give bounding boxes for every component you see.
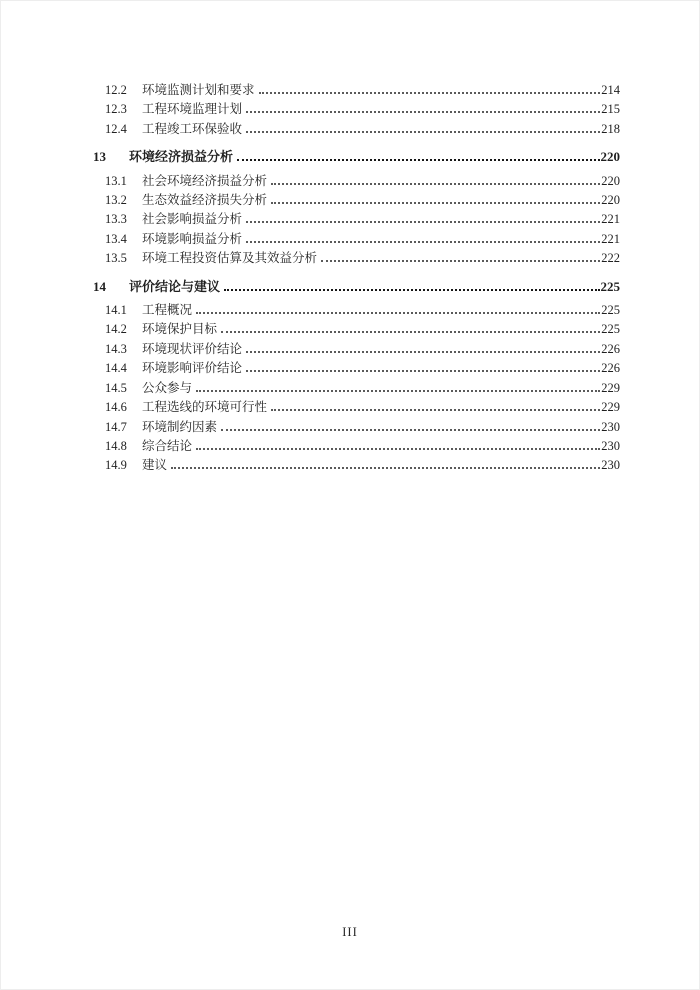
toc-entry-number: 13	[93, 149, 106, 165]
toc-entry-number: 14.1	[105, 303, 127, 318]
toc-entry[interactable]	[93, 456, 620, 475]
toc-entry-title: 工程环境监理计划	[142, 102, 243, 117]
toc-entry-title: 公众参与	[142, 380, 193, 395]
toc-entry-page: 230	[601, 438, 620, 453]
dot-leader	[246, 240, 600, 243]
toc-entry-title: 生态效益经济损失分析	[142, 193, 268, 208]
toc-entry[interactable]	[93, 230, 620, 249]
dot-leader	[237, 158, 599, 161]
dot-leader	[246, 220, 600, 223]
dot-leader	[196, 389, 600, 392]
toc-entry-title: 工程竣工环保验收	[142, 121, 243, 136]
toc-entry-number: 13.3	[105, 212, 127, 227]
toc-entry[interactable]	[93, 437, 620, 456]
toc-entry-number: 14	[93, 278, 106, 294]
toc-entry[interactable]	[93, 81, 620, 100]
toc-entry-number: 13.4	[105, 231, 127, 246]
dot-leader	[271, 408, 600, 411]
toc-entry-page: 225	[601, 303, 620, 318]
dot-leader	[259, 91, 601, 94]
toc-entry-number: 13.2	[105, 193, 127, 208]
dot-leader	[221, 330, 600, 333]
toc-entry-title: 环境制约因素	[142, 419, 218, 434]
toc-entry-page: 230	[601, 419, 620, 434]
toc-entry[interactable]	[93, 249, 620, 268]
dot-leader	[271, 201, 600, 204]
toc-entry-page: 218	[601, 121, 620, 136]
toc-entry-number: 12.2	[105, 83, 127, 97]
toc-entry[interactable]	[93, 418, 620, 437]
dot-leader	[321, 259, 600, 262]
toc-entry-page: 221	[601, 212, 620, 227]
toc-entry[interactable]	[93, 277, 620, 296]
dot-leader	[221, 428, 600, 431]
toc-entry-page: 226	[601, 341, 620, 356]
toc-entry[interactable]	[93, 301, 620, 320]
toc-entry-title: 环境工程投资估算及其效益分析	[142, 251, 318, 266]
toc-entry-title: 评价结论与建议	[129, 278, 221, 294]
toc-entry[interactable]	[93, 379, 620, 398]
toc-entry[interactable]	[93, 210, 620, 229]
toc-entry[interactable]	[93, 100, 620, 119]
toc-entry-number: 14.4	[105, 361, 127, 376]
toc-entry-title: 环境影响损益分析	[142, 231, 243, 246]
dot-leader	[196, 311, 600, 314]
toc-entry-page: 220	[601, 193, 620, 208]
toc-entry-number: 14.8	[105, 438, 127, 453]
toc-entry-number: 14.9	[105, 458, 127, 473]
toc-entry-number: 14.2	[105, 322, 127, 337]
toc-entry-title: 社会影响损益分析	[142, 212, 243, 227]
toc-entry[interactable]	[93, 320, 620, 339]
toc-entry-title: 工程选线的环境可行性	[142, 400, 268, 415]
toc-entry[interactable]	[93, 340, 620, 359]
dot-leader	[246, 350, 600, 353]
toc-entry-page: 226	[601, 361, 620, 376]
dot-leader	[246, 130, 600, 133]
toc-entry[interactable]	[93, 398, 620, 417]
toc-entry-title: 环境影响评价结论	[142, 361, 243, 376]
toc-entry-number: 12.4	[105, 121, 127, 136]
toc-entry-title: 综合结论	[142, 438, 193, 453]
toc-entry-title: 环境监测计划和要求	[142, 83, 255, 97]
toc-entry-title: 环境现状评价结论	[142, 341, 243, 356]
toc-entry-title: 社会环境经济损益分析	[142, 173, 268, 188]
toc-entry[interactable]	[93, 191, 620, 210]
toc-entry-title: 环境保护目标	[142, 322, 218, 337]
toc-entry[interactable]	[93, 359, 620, 378]
dot-leader	[196, 447, 600, 450]
toc-entry-number: 12.3	[105, 102, 127, 117]
toc-entry-number: 13.1	[105, 173, 127, 188]
dot-leader	[271, 182, 600, 185]
dot-leader	[246, 110, 600, 113]
toc-entry-title: 环境经济损益分析	[129, 149, 234, 165]
toc-entry-page: 225	[601, 322, 620, 337]
dot-leader	[171, 466, 600, 469]
dot-leader	[246, 369, 600, 372]
toc-entry-page: 222	[601, 251, 620, 266]
toc-entry-number: 14.6	[105, 400, 127, 415]
toc-entry-number: 14.3	[105, 341, 127, 356]
toc-entry-page: 220	[600, 149, 620, 165]
toc-entry-page: 230	[601, 458, 620, 473]
toc-entry-title: 工程概况	[142, 303, 193, 318]
page-number: III	[342, 925, 358, 939]
dot-leader	[224, 288, 599, 291]
toc-entry[interactable]	[93, 147, 620, 166]
toc-entry-number: 14.5	[105, 380, 127, 395]
toc-entry-page: 215	[601, 102, 620, 117]
toc-entry-page: 221	[601, 231, 620, 246]
toc-entry[interactable]	[93, 120, 620, 139]
toc-entry-number: 13.5	[105, 251, 127, 266]
toc-entry-number: 14.7	[105, 419, 127, 434]
toc-entry-page: 229	[601, 400, 620, 415]
toc-entry-page: 214	[601, 83, 620, 97]
toc-entry-page: 229	[601, 380, 620, 395]
table-of-contents	[0, 81, 700, 476]
toc-entry-page: 225	[600, 278, 620, 294]
toc-entry-title: 建议	[142, 458, 168, 473]
toc-entry-page: 220	[601, 173, 620, 188]
toc-entry[interactable]	[93, 172, 620, 191]
